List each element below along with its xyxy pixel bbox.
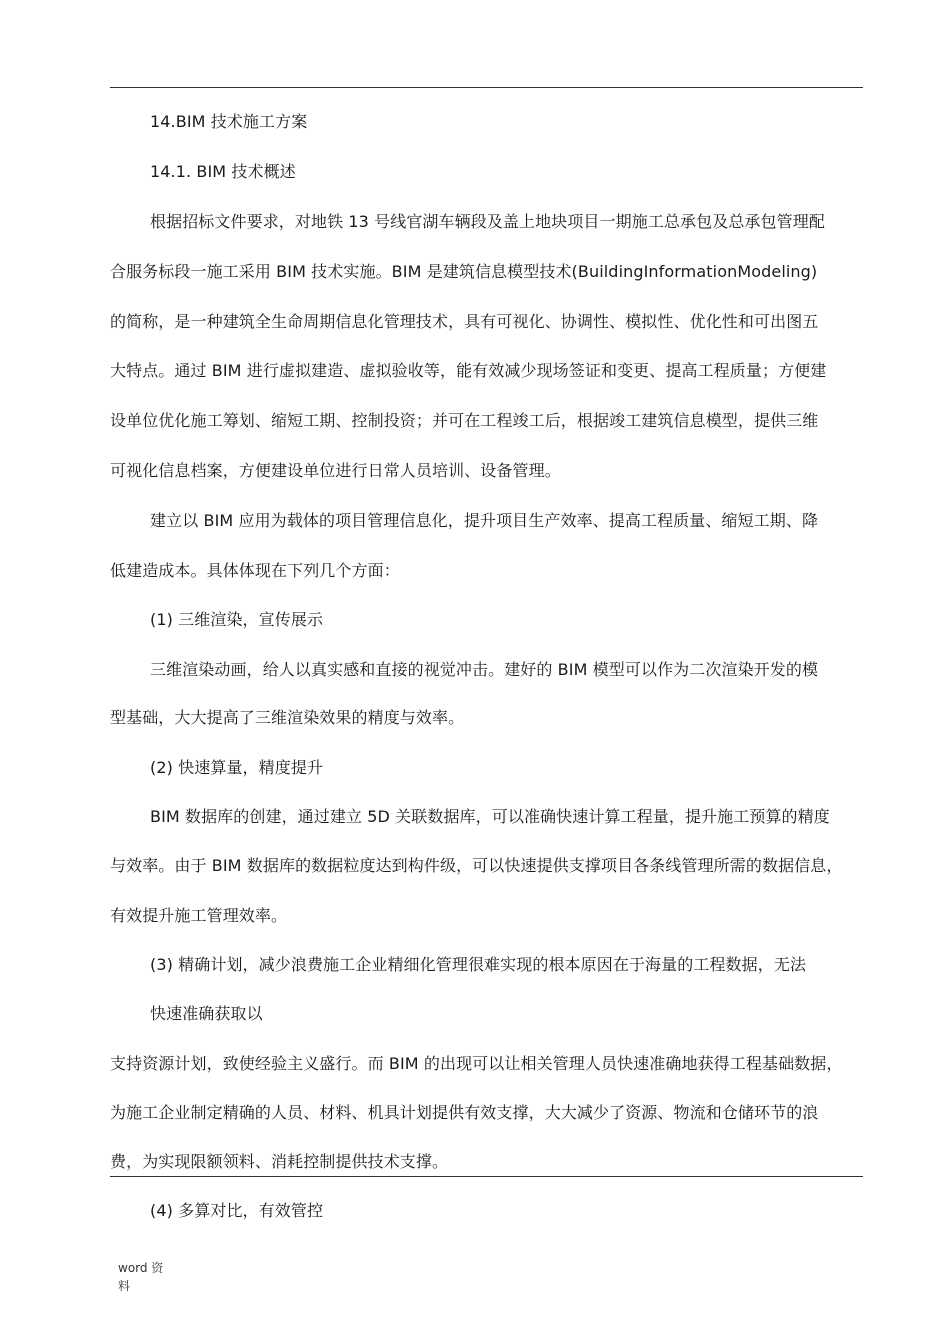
list-item-title: (1) 三维渲染，宣传展示 <box>150 610 324 629</box>
paragraph-line: 合服务标段一施工采用 BIM 技术实施。BIM 是建筑信息模型技术(BuildingInformationModeling) <box>110 262 818 281</box>
paragraph-line: 有效提升施工管理效率。 <box>110 906 288 925</box>
paragraph-line: 设单位优化施工筹划、缩短工期、控制投资；并可在工程竣工后，根据竣工建筑信息模型，提供三维 <box>110 411 819 430</box>
paragraph-line: 大特点。通过 BIM 进行虚拟建造、虚拟验收等，能有效减少现场签证和变更、提高工程质量；方便建 <box>110 361 827 380</box>
paragraph-line: 快速准确获取以 <box>150 1004 263 1023</box>
paragraph-line: BIM 数据库的创建，通过建立 5D 关联数据库，可以准确快速计算工程量，提升施工预算的精度 <box>150 807 830 826</box>
paragraph-line: 可视化信息档案，方便建设单位进行日常人员培训、设备管理。 <box>110 461 561 480</box>
list-item-title: (2) 快速算量，精度提升 <box>150 758 324 777</box>
paragraph-line: 建立以 BIM 应用为载体的项目管理信息化，提升项目生产效率、提高工程质量、缩短工期、降 <box>150 511 819 530</box>
section-heading: 14.BIM 技术施工方案 <box>150 112 308 131</box>
paragraph-line: 支持资源计划，致使经验主义盛行。而 BIM 的出现可以让相关管理人员快速准确地获得工程基础数据， <box>110 1054 843 1073</box>
footer-line: word 资 <box>118 1261 164 1275</box>
paragraph-line: 根据招标文件要求，对地铁 13 号线官湖车辆段及盖上地块项目一期施工总承包及总承包管理配 <box>150 212 825 231</box>
paragraph-line: 与效率。由于 BIM 数据库的数据粒度达到构件级，可以快速提供支撑项目各条线管理所需的数据信息， <box>110 856 843 875</box>
footer-line: 料 <box>118 1279 131 1293</box>
paragraph-line: 为施工企业制定精确的人员、材料、机具计划提供有效支撑，大大减少了资源、物流和仓储环节的浪 <box>110 1103 819 1122</box>
list-item-title: (3) 精确计划，减少浪费施工企业精细化管理很难实现的根本原因在于海量的工程数据，无法 <box>150 955 807 974</box>
paragraph-line: 费，为实现限额领料、消耗控制提供技术支撑。 <box>110 1152 449 1171</box>
paragraph-line: 型基础，大大提高了三维渲染效果的精度与效率。 <box>110 708 465 727</box>
list-item-title: (4) 多算对比，有效管控 <box>150 1201 324 1220</box>
paragraph-line: 的简称，是一种建筑全生命周期信息化管理技术，具有可视化、协调性、模拟性、优化性和可出图五 <box>110 312 819 331</box>
paragraph-line: 三维渲染动画，给人以真实感和直接的视觉冲击。建好的 BIM 模型可以作为二次渲染开发的模 <box>150 660 819 679</box>
footer-label <box>118 1259 163 1295</box>
subsection-heading: 14.1. BIM 技术概述 <box>150 162 296 181</box>
paragraph-line: 低建造成本。具体体现在下列几个方面： <box>110 561 400 580</box>
bottom-rule <box>110 1176 863 1177</box>
top-rule <box>110 87 863 88</box>
